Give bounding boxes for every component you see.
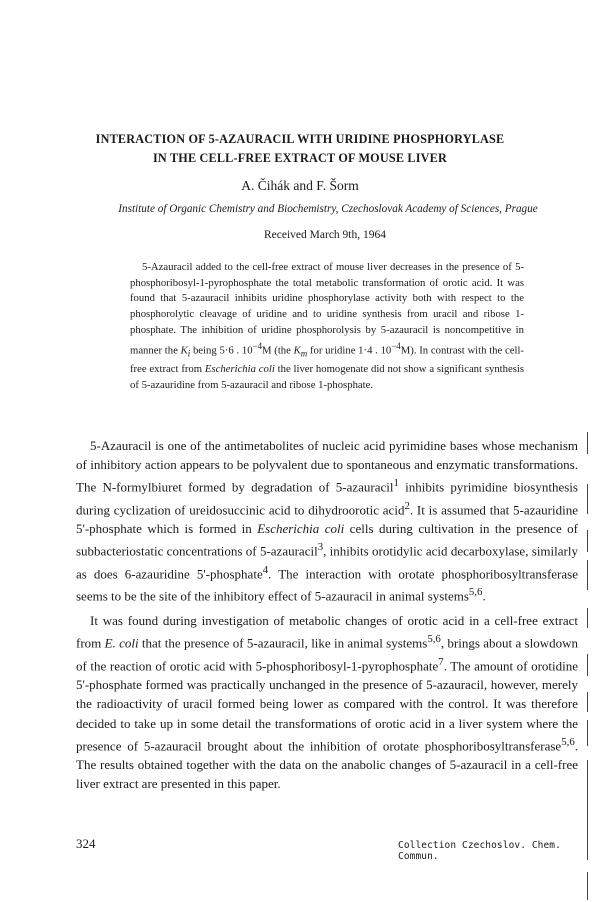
reference-marker: 1 [393, 477, 399, 490]
body-text-run: . The results obtained together with the data on the anabolic changes of 5-azauracil in a cell-free liver extract are presented in this paper. [76, 737, 578, 792]
exponent: −4 [252, 340, 263, 351]
margin-mark [587, 872, 588, 900]
margin-mark [587, 654, 588, 676]
body-text-run: , brings about a slowdown of the reaction of orotic acid with 5-phosphoribosyl-1-pyrophosphate [76, 635, 578, 674]
author-2: F. Šorm [316, 178, 359, 193]
km-subscript: m [300, 348, 308, 359]
km-symbol: K [293, 344, 301, 357]
margin-mark [587, 692, 588, 712]
body-text-run: . [482, 588, 486, 604]
abstract-text: the liver homogenate did not show a significant synthesis of 5-azauridine from 5-azauracil and ribose 1-phosphate. [130, 362, 525, 391]
reference-marker: 2 [404, 499, 410, 512]
article-title-line-2: IN THE CELL-FREE EXTRACT OF MOUSE LIVER [152, 151, 448, 165]
abstract [130, 260, 524, 393]
reference-marker: 5,6 [468, 585, 483, 598]
abstract-text: M). [400, 344, 417, 357]
reference-marker: 5,6 [561, 735, 575, 748]
body-text-run: 5-Azauracil is one of the antimetabolites of nucleic acid pyrimidine bases whose mechanism of inhibitory action appears to be polyvalent due to spontaneous and enzymatic transformations. The N-formylbiuret formed by degradation of 5-azauracil [76, 438, 578, 495]
ki-symbol: K [180, 344, 188, 357]
abstract-paragraph [130, 260, 524, 393]
abstract-text: 5-Azauracil added to the cell-free extract of mouse liver decreases in the presence of 5-phosphoribosyl-1-pyrophosphate the total metabolic transformation of orotic acid. It was found that 5-azauracil inhibits uridine phosphorylase activity both with respect to the phosphorolytic cleavage of uridine and to uridine synthesis from uracil and ribose 1-phosphate. The inhibition of uridine phosphorolysis by 5-azauracil is noncompetitive in manner the [130, 261, 524, 357]
margin-mark [587, 530, 588, 552]
article-title-line-1: INTERACTION OF 5-AZAURACIL WITH URIDINE PHOSPHORYLASE [95, 132, 505, 146]
margin-scan-marks [581, 430, 600, 902]
abstract-text: for uridine 1·4 . 10 [307, 344, 392, 357]
margin-mark [587, 720, 588, 746]
margin-mark [587, 560, 588, 590]
abstract-text: In contrast with the cell-free extract from [130, 344, 524, 375]
reference-marker: 4 [262, 563, 269, 576]
institute-affiliation: Institute of Organic Chemistry and Biochemistry, Czechoslovak Academy of Sciences, Prague [118, 203, 538, 215]
body-text-run: inhibits pyrimidine biosynthesis during cyclization of ureidosuccinic acid to dihydroorotic acid [76, 479, 578, 517]
body-paragraph-2 [76, 611, 578, 793]
abstract-text: M (the [262, 344, 294, 357]
body-text-run: . The amount of orotidine 5'-phosphate formed was practically unchanged in the presence of 5-azauracil, however, merely the radioactivity of uracil formed being lower as compared with the control. It was therefore decided to take up in some detail the transformations of orotic acid in a liver system where the presence of 5-azauracil brought about the inhibition of orotate phosphoribosyltransferase [76, 658, 579, 753]
body-text-run: . The interaction with orotate phosphoribosyltransferase seems to be the site of the inhibitory effect of 5-azauracil in animal systems [76, 565, 578, 604]
reference-marker: 5,6 [427, 633, 441, 646]
body-paragraph-1 [76, 436, 578, 605]
margin-mark [587, 484, 588, 514]
body-text-run: cells during cultivation in the presence of subbacteriostatic concentrations of 5-azauracil [76, 521, 578, 559]
species-name: Escherichia coli [257, 521, 345, 537]
author-line [0, 178, 600, 194]
reference-marker: 3 [317, 541, 324, 554]
abstract-text: being 5·6 . 10 [190, 344, 253, 357]
species-name: Escherichia coli [204, 362, 275, 375]
body-text-run: It was found during investigation of metabolic changes of orotic acid in a cell-free extract from [76, 613, 578, 651]
body-text-run: , inhibits orotidylic acid decarboxylase, similarly as does 6-azauridine 5'-phosphate [76, 543, 578, 581]
body-text-run: . It is assumed that 5-azauridine 5'-phosphate which is formed in [76, 501, 579, 537]
received-date: Received March 9th, 1964 [264, 229, 386, 241]
body-text [76, 436, 578, 793]
journal-name: Collection Czechoslov. Chem. Commun. [398, 840, 561, 862]
author-conjunction: and [290, 178, 317, 193]
margin-mark [587, 608, 588, 628]
reference-marker: 7 [438, 655, 444, 668]
ki-subscript: i [187, 348, 191, 359]
body-text-run: that the presence of 5-azauracil, like in animal systems [138, 635, 428, 651]
margin-mark [587, 432, 588, 454]
exponent: −4 [391, 340, 401, 351]
page-number: 324 [76, 836, 96, 851]
species-name: E. coli [104, 635, 139, 651]
author-1: A. Čihák [241, 178, 291, 193]
